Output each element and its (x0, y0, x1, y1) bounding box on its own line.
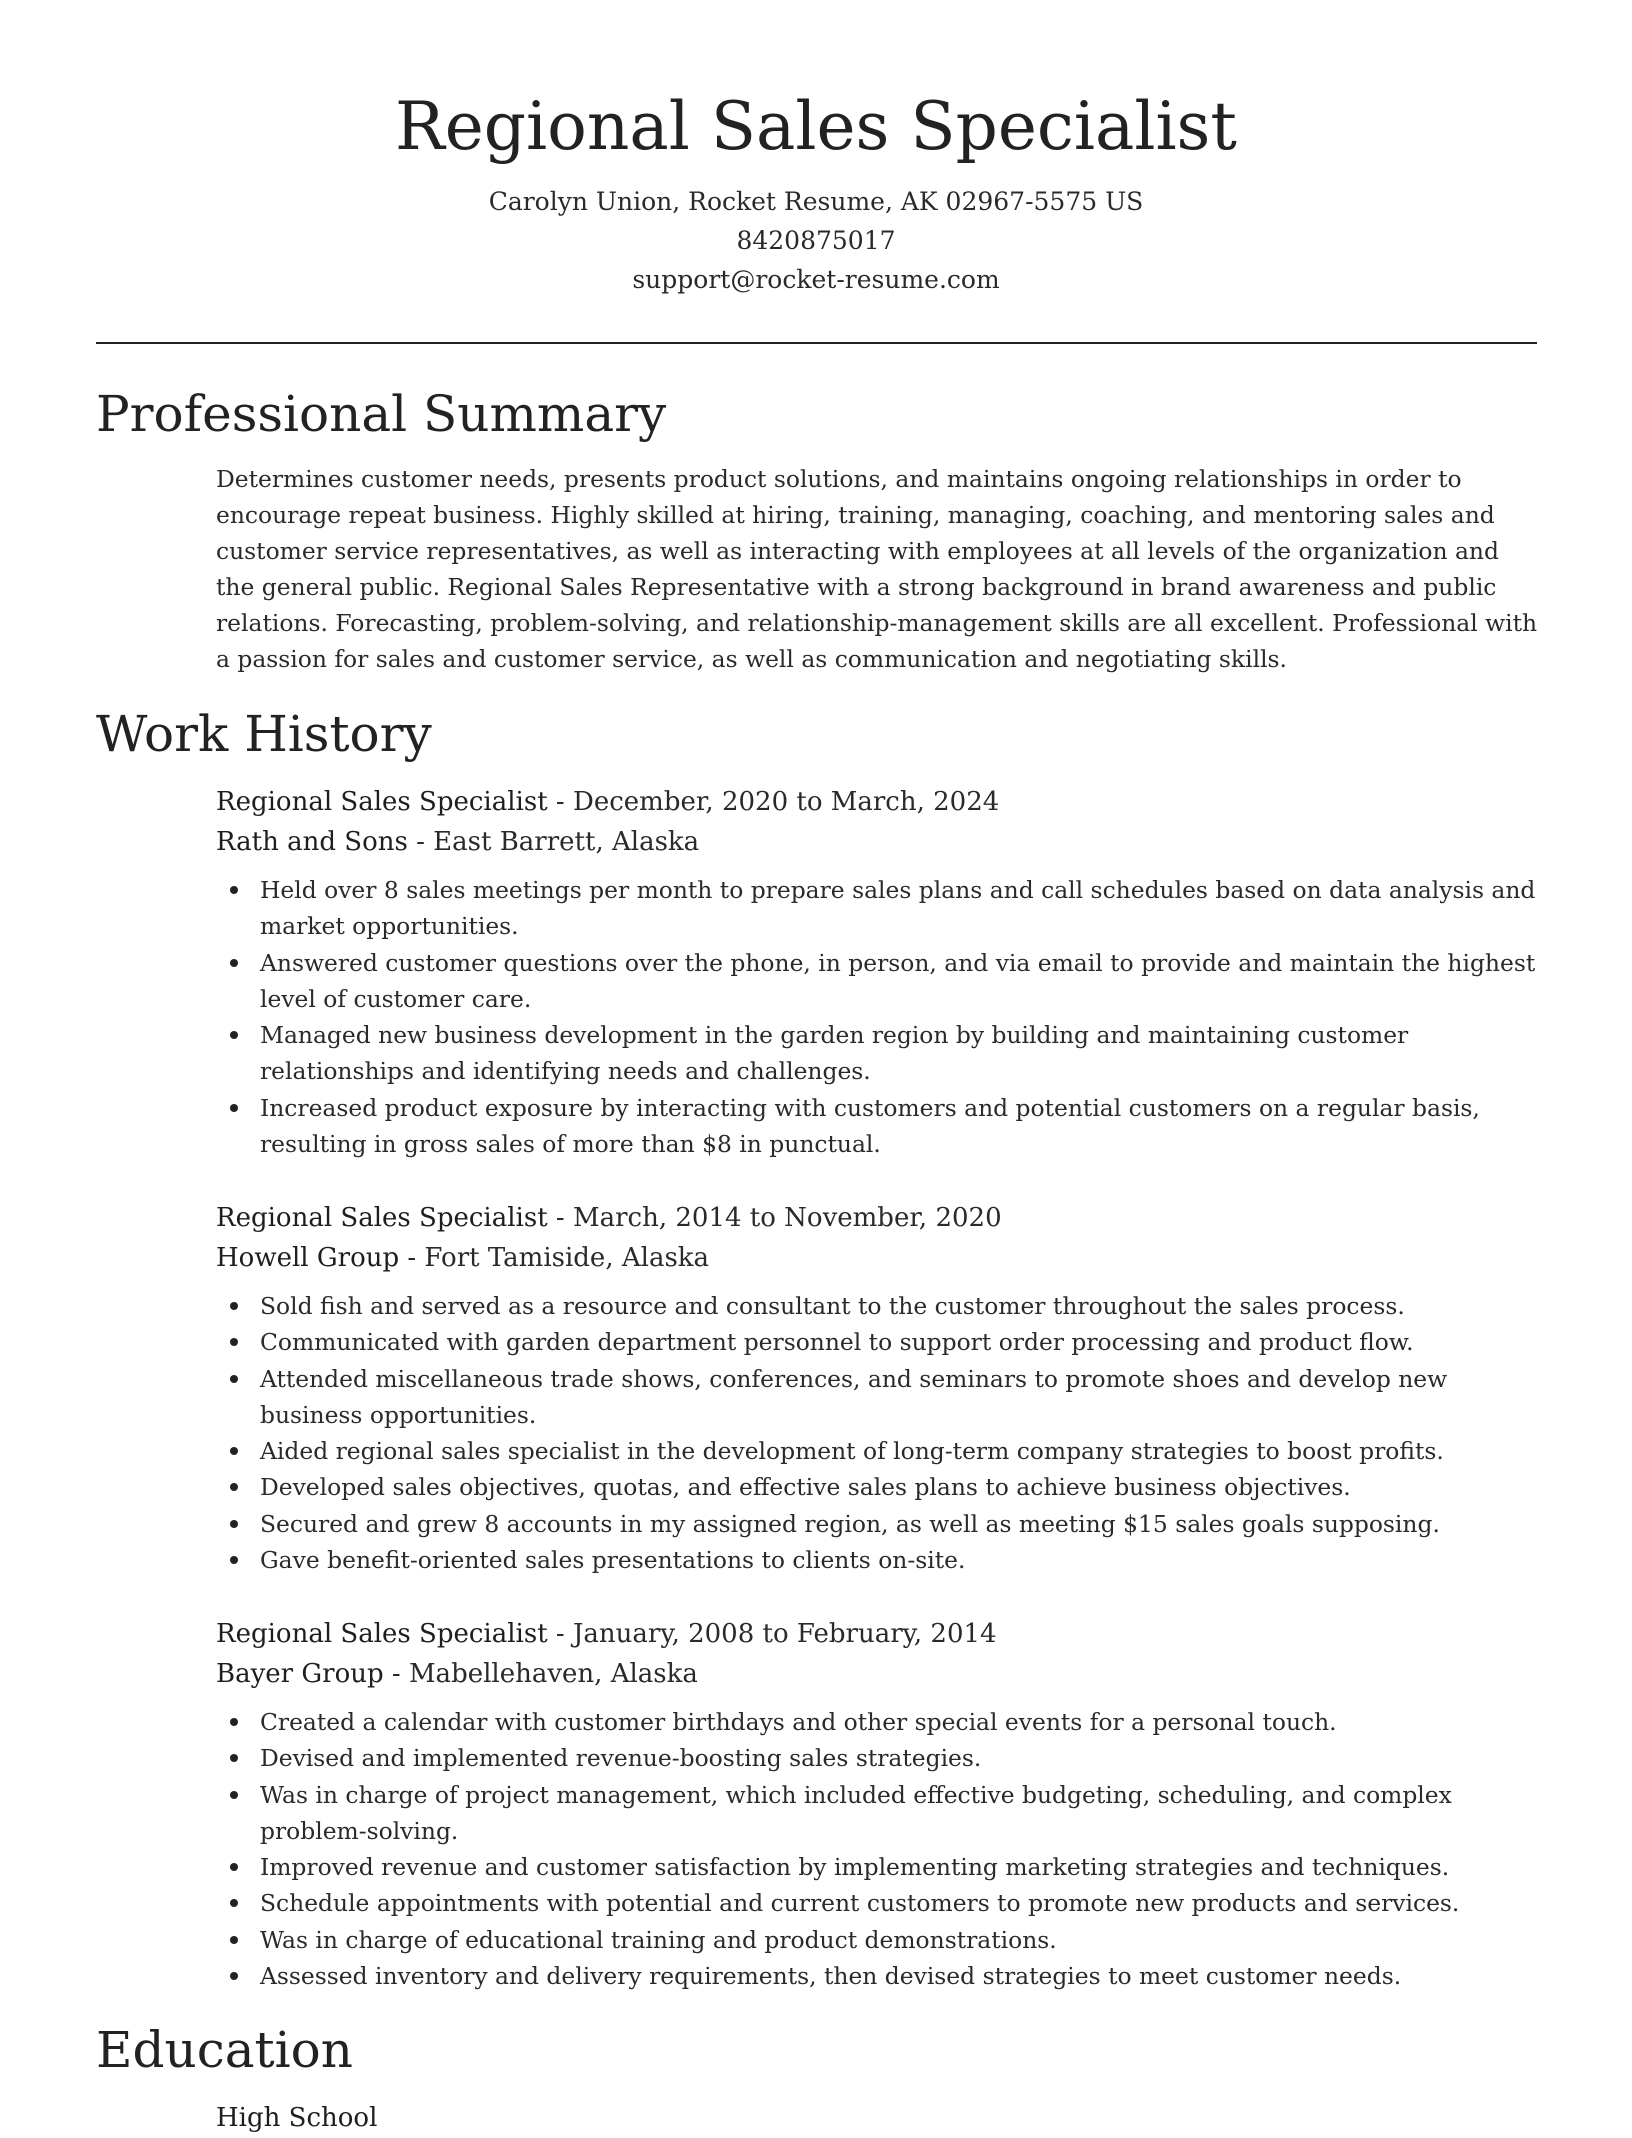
job-role: Regional Sales Specialist (216, 1619, 548, 1649)
job-company: Rath and Sons (216, 827, 408, 857)
job-entry (216, 1614, 1541, 1994)
job-bullets (216, 1288, 1541, 1578)
bullet-dot-icon (230, 1791, 238, 1799)
bullet-dot-icon (230, 1375, 238, 1383)
job-company: Howell Group (216, 1243, 400, 1273)
bullet-dot-icon (230, 1520, 238, 1528)
job-dates: - December, 2020 to March, 2024 (547, 787, 1000, 817)
job-title-line (216, 1198, 1541, 1238)
bullet-dot-icon (230, 1556, 238, 1564)
job-dates: - January, 2008 to February, 2014 (547, 1619, 997, 1649)
bullet-dot-icon (230, 886, 238, 894)
job-role: Regional Sales Specialist (216, 1203, 548, 1233)
job-company-line (216, 822, 1541, 862)
bullet-dot-icon (230, 1863, 238, 1871)
job-location: - Mabellehaven, Alaska (383, 1659, 698, 1689)
job-bullet: Created a calendar with customer birthdays and other special events for a personal touch. (216, 1704, 1541, 1740)
job-role: Regional Sales Specialist (216, 787, 548, 817)
bullet-dot-icon (230, 1483, 238, 1491)
education-heading: Education (96, 2021, 353, 2079)
job-bullet: Secured and grew 8 accounts in my assigned region, as well as meeting $15 sales goals supposing. (216, 1506, 1541, 1542)
contact-block (0, 182, 1632, 299)
bullet-dot-icon (230, 1447, 238, 1455)
job-bullet: Communicated with garden department personnel to support order processing and product flow. (216, 1324, 1541, 1360)
bullet-dot-icon (230, 1104, 238, 1112)
job-bullet: Assessed inventory and delivery requirements, then devised strategies to meet customer needs. (216, 1958, 1541, 1994)
job-title-line (216, 782, 1541, 822)
job-location: - East Barrett, Alaska (407, 827, 700, 857)
resume-name: Regional Sales Specialist (395, 88, 1237, 165)
job-company: Bayer Group (216, 1659, 384, 1689)
job-bullet: Schedule appointments with potential and current customers to promote new products and services. (216, 1885, 1541, 1921)
job-bullets (216, 1704, 1541, 1994)
job-company-line (216, 1654, 1541, 1694)
job-bullet: Managed new business development in the garden region by building and maintaining customer relationships and identifying needs and challenges. (216, 1017, 1541, 1090)
job-dates: - March, 2014 to November, 2020 (547, 1203, 1002, 1233)
job-company-line (216, 1238, 1541, 1278)
job-bullet: Sold fish and served as a resource and consultant to the customer throughout the sales process. (216, 1288, 1541, 1324)
resume-header (0, 0, 1632, 299)
bullet-dot-icon (230, 1031, 238, 1039)
job-bullet: Increased product exposure by interacting with customers and potential customers on a regular basis, resulting in gross sales of more than $8 in punctual. (216, 1090, 1541, 1163)
job-location: - Fort Tamiside, Alaska (399, 1243, 710, 1273)
bullet-dot-icon (230, 1899, 238, 1907)
contact-email: support@rocket-resume.com (632, 265, 1000, 294)
header-divider (96, 342, 1537, 344)
bullet-dot-icon (230, 1972, 238, 1980)
bullet-dot-icon (230, 1936, 238, 1944)
job-bullet: Was in charge of educational training and product demonstrations. (216, 1922, 1541, 1958)
bullet-dot-icon (230, 1754, 238, 1762)
job-bullet: Attended miscellaneous trade shows, conferences, and seminars to promote shoes and develop new business opportunities. (216, 1361, 1541, 1434)
job-bullet: Devised and implemented revenue-boosting sales strategies. (216, 1740, 1541, 1776)
job-entry (216, 1198, 1541, 1578)
bullet-dot-icon (230, 959, 238, 967)
education-degree-partial: High School (216, 2103, 378, 2133)
bullet-dot-icon (230, 1718, 238, 1726)
job-bullet: Developed sales objectives, quotas, and effective sales plans to achieve business objectives. (216, 1469, 1541, 1505)
job-bullet: Held over 8 sales meetings per month to prepare sales plans and call schedules based on data analysis and market opportunities. (216, 872, 1541, 945)
bullet-dot-icon (230, 1302, 238, 1310)
work-history-heading: Work History (96, 705, 432, 763)
job-bullets (216, 872, 1541, 1162)
contact-address: Carolyn Union, Rocket Resume, AK 02967-5575 US (488, 187, 1144, 216)
job-bullet: Was in charge of project management, which included effective budgeting, scheduling, and complex problem-solving. (216, 1777, 1541, 1850)
contact-phone: 8420875017 (736, 226, 896, 255)
job-title-line (216, 1614, 1541, 1654)
summary-heading: Professional Summary (96, 385, 667, 443)
bullet-dot-icon (230, 1338, 238, 1346)
summary-text: Determines customer needs, presents product solutions, and maintains ongoing relationships in order to encourage repeat business. Highly skilled at hiring, training, managing, coaching, and mentoring sales and customer service representatives, as well as interacting with employees at all levels of the organization and the general public. Regional Sales Representative with a strong background in brand awareness and public relations. Forecasting, problem-solving, and relationship-management skills are all excellent. Professional with a passion for sales and customer service, as well as communication and negotiating skills. (216, 465, 1538, 673)
job-bullet: Gave benefit-oriented sales presentations to clients on-site. (216, 1542, 1541, 1578)
job-bullet: Improved revenue and customer satisfaction by implementing marketing strategies and techniques. (216, 1849, 1541, 1885)
job-bullet: Answered customer questions over the phone, in person, and via email to provide and maintain the highest level of customer care. (216, 945, 1541, 1018)
job-entry (216, 782, 1541, 1162)
job-bullet: Aided regional sales specialist in the development of long-term company strategies to boost profits. (216, 1433, 1541, 1469)
